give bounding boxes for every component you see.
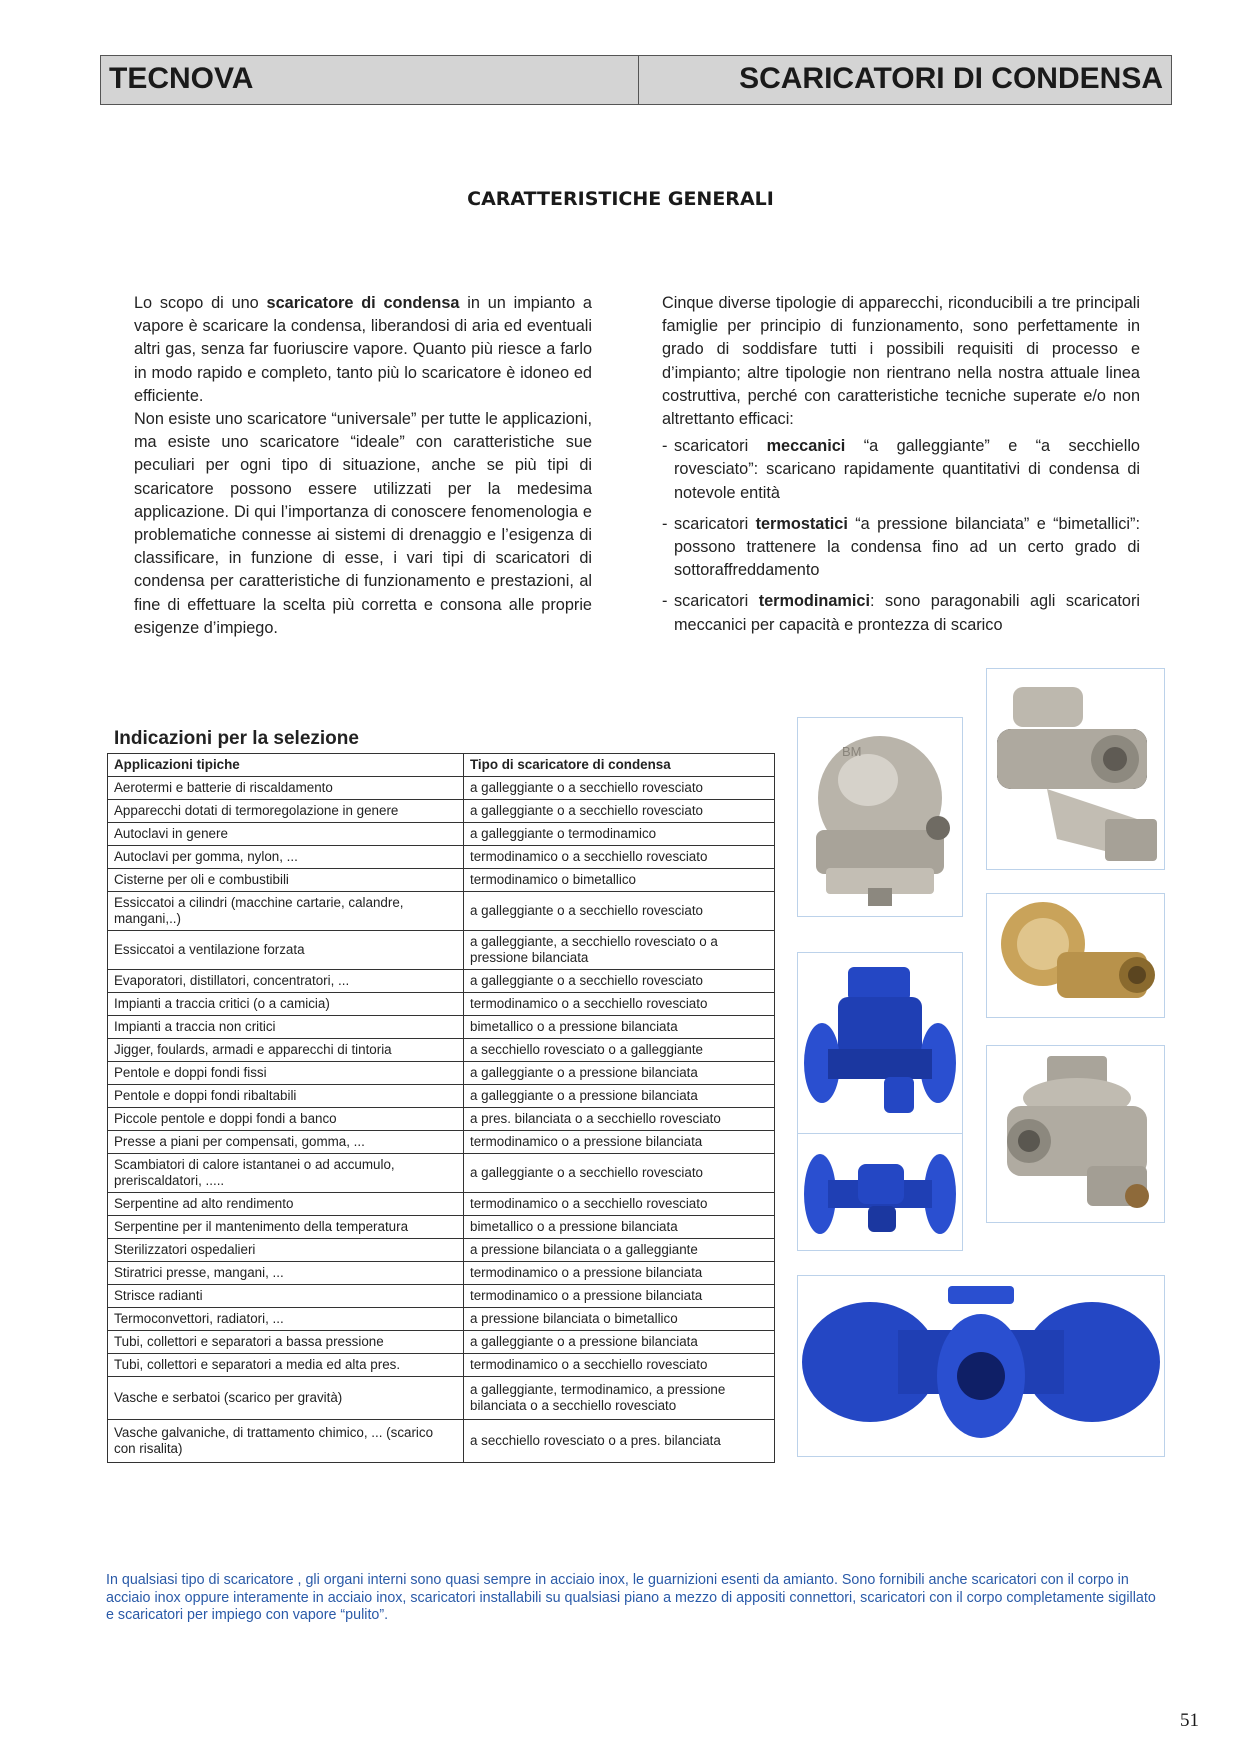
table-row [108,1331,775,1354]
application-cell: Vasche galvaniche, di trattamento chimico, ... (scarico con risalita) [108,1420,464,1463]
blue-compact-trap-photo [797,1133,963,1251]
table-row [108,1285,775,1308]
intro-paragraph-2: Non esiste uno scaricatore “universale” per tutte le applicazioni, ma esiste uno scaricatore “ideale” con caratteristiche sue peculiari per ogni tipo di situazione, anche se più tipi di scaricatore possono essere utilizzati per la medesima applicazione. Di qui l’importanza di conoscere fenomenologia e problematiche connesse ai sistemi di drenaggio e l’esigenza di classificare, in funzione di esse, i vari tipi di scaricatori di condensa per caratteristiche di funzionamento e prestazioni, al fine di effettuare la scelta più corretta e consona alle proprie esigenze d’impiego. [134,410,592,637]
table-row [108,1154,775,1193]
header-title: SCARICATORI DI CONDENSA [739,62,1163,95]
trap-type-cell: termodinamico o a secchiello rovesciato [464,846,775,869]
table-row [108,1216,775,1239]
application-cell: Sterilizzatori ospedalieri [108,1239,464,1262]
intro-bold-term: scaricatore di condensa [266,294,460,312]
trap-type-cell: bimetallico o a pressione bilanciata [464,1216,775,1239]
trap-type-cell: termodinamico o a secchiello rovesciato [464,993,775,1016]
table-row [108,777,775,800]
blue-flanged-trap-image [798,953,962,1136]
application-cell: Pentole e doppi fondi fissi [108,1062,464,1085]
intro-paragraph-1 [134,292,592,408]
application-cell: Autoclavi in genere [108,823,464,846]
list-text: scaricatori [674,592,759,611]
application-cell: Essiccatoi a cilindri (macchine cartarie, calandre, mangani,..) [108,892,464,931]
table-row [108,1420,775,1463]
page-number: 51 [1180,1710,1199,1731]
list-dash: - [662,437,668,456]
trap-type-cell: a galleggiante, a secchiello rovesciato o a pressione bilanciata [464,931,775,970]
list-item [662,435,1140,505]
large-blue-trap-image [798,1276,1164,1456]
list-item [662,513,1140,583]
application-cell: Strisce radianti [108,1285,464,1308]
types-paragraph: Cinque diverse tipologie di apparecchi, riconducibili a tre principali famiglie per principio di funzionamento, sono perfettamente in grado di soddisfare tutti i possibili requisiti di processo e d’impianto; altre tipologie non rientrano nella nostra attuale linea costruttiva, perché con caratteristiche tecniche superate e/o non altrettanto efficaci: [662,294,1140,429]
application-cell: Apparecchi dotati di termoregolazione in genere [108,800,464,823]
application-cell: Tubi, collettori e separatori a bassa pressione [108,1331,464,1354]
steel-trap-image [798,718,962,916]
trap-type-cell: termodinamico o a pressione bilanciata [464,1285,775,1308]
trap-type-cell: a galleggiante o a secchiello rovesciato [464,892,775,931]
list-dash: - [662,514,668,533]
nickel-trap-image [987,1046,1164,1222]
table-row [108,869,775,892]
table-row [108,1308,775,1331]
trap-type-cell: a galleggiante o a secchiello rovesciato [464,970,775,993]
trap-type-cell: a pressione bilanciata o bimetallico [464,1308,775,1331]
application-cell: Jigger, foulards, armadi e apparecchi di tintoria [108,1039,464,1062]
application-cell: Tubi, collettori e separatori a media ed alta pres. [108,1354,464,1377]
trap-type-cell: termodinamico o a pressione bilanciata [464,1262,775,1285]
table-row [108,1039,775,1062]
page-header [100,55,1172,105]
nickel-trap-photo [986,1045,1165,1223]
trap-type-cell: bimetallico o a pressione bilanciata [464,1016,775,1039]
trap-type-cell: a galleggiante, termodinamico, a pressione bilanciata o a secchiello rovesciato [464,1377,775,1420]
application-cell: Presse a piani per compensati, gomma, ... [108,1131,464,1154]
list-text: scaricatori [674,514,756,533]
table-row [108,1377,775,1420]
table-row [108,970,775,993]
types-list [662,435,1140,637]
list-text: scaricatori [674,437,767,456]
application-cell: Impianti a traccia non critici [108,1016,464,1039]
trap-type-cell: a galleggiante o a secchiello rovesciato [464,800,775,823]
column-header-applications: Applicazioni tipiche [108,754,464,777]
table-row [108,1108,775,1131]
table-row [108,993,775,1016]
application-cell: Piccole pentole e doppi fondi a banco [108,1108,464,1131]
trap-type-cell: a secchiello rovesciato o a pres. bilanciata [464,1420,775,1463]
table-row [108,1354,775,1377]
application-cell: Pentole e doppi fondi ribaltabili [108,1085,464,1108]
list-text: : sono paragonabili agli scaricatori meccanici per capacità e prontezza di scarico [674,592,1141,634]
list-bold-term: termodinamici [758,592,870,611]
brass-trap-photo [986,893,1165,1018]
footer-note: In qualsiasi tipo di scaricatore , gli organi interni sono quasi sempre in acciaio inox, le guarnizioni esenti da amianto. Sono fornibili anche scaricatori con il corpo in acciaio inox oppure interamente in acciaio inox, scaricatori installabili su qualsiasi piano a mezzo di appositi connettori, scaricatori con il corpo completamente sigillato e scaricatori per impiego con vapore “pulito”. [106,1572,1156,1623]
selection-table [107,753,775,1463]
blue-flanged-trap-photo [797,952,963,1137]
table-body [108,777,775,1463]
application-cell: Essiccatoi a ventilazione forzata [108,931,464,970]
svg-text:BM: BM [842,744,862,759]
list-text: “a galleggiante” e “a secchiello rovesciato”: scaricano rapidamente quantitativi di condensa di notevole entità [674,437,1140,502]
trap-type-cell: a galleggiante o a pressione bilanciata [464,1331,775,1354]
application-cell: Cisterne per oli e combustibili [108,869,464,892]
section-title: CARATTERISTICHE GENERALI [467,188,774,210]
application-cell: Serpentine ad alto rendimento [108,1193,464,1216]
thermodynamic-trap-photo [986,668,1165,870]
large-blue-trap-photo [797,1275,1165,1457]
trap-type-cell: termodinamico o a secchiello rovesciato [464,1354,775,1377]
table-row [108,1016,775,1039]
table-row [108,1239,775,1262]
trap-type-cell: termodinamico o bimetallico [464,869,775,892]
column-header-trap-type: Tipo di scaricatore di condensa [464,754,775,777]
table-row [108,892,775,931]
trap-type-cell: a galleggiante o termodinamico [464,823,775,846]
trap-type-cell: termodinamico o a secchiello rovesciato [464,1193,775,1216]
application-cell: Impianti a traccia critici (o a camicia) [108,993,464,1016]
application-cell: Scambiatori di calore istantanei o ad accumulo, preriscaldatori, ..... [108,1154,464,1193]
table-header-row [108,754,775,777]
trap-type-cell: a galleggiante o a pressione bilanciata [464,1062,775,1085]
table-row [108,846,775,869]
brass-trap-image [987,894,1164,1017]
table-row [108,1262,775,1285]
list-bold-term: termostatici [755,514,848,533]
table-row [108,800,775,823]
intro-left-column [134,292,592,640]
table-row [108,1062,775,1085]
application-cell: Termoconvettori, radiatori, ... [108,1308,464,1331]
trap-type-cell: a galleggiante o a pressione bilanciata [464,1085,775,1108]
steel-y-trap-image [987,669,1164,869]
application-cell: Stiratrici presse, mangani, ... [108,1262,464,1285]
trap-type-cell: a galleggiante o a secchiello rovesciato [464,777,775,800]
table-row [108,931,775,970]
float-trap-photo [797,717,963,917]
intro-text: Lo scopo di uno [134,294,267,312]
application-cell: Autoclavi per gomma, nylon, ... [108,846,464,869]
application-cell: Aerotermi e batterie di riscaldamento [108,777,464,800]
trap-type-cell: termodinamico o a pressione bilanciata [464,1131,775,1154]
table-row [108,1085,775,1108]
application-cell: Evaporatori, distillatori, concentratori, ... [108,970,464,993]
intro-text: in un impianto a vapore è scaricare la condensa, liberandosi di aria ed eventuali altri gas, senza far fuoriuscire vapore. Quanto più riesce a farlo in modo rapido e completo, tanto più lo scaricatore è idoneo ed efficiente. [134,294,592,405]
list-bold-term: meccanici [766,437,846,456]
table-row [108,1131,775,1154]
table-row [108,823,775,846]
trap-type-cell: a secchiello rovesciato o a galleggiante [464,1039,775,1062]
trap-type-cell: a galleggiante o a secchiello rovesciato [464,1154,775,1193]
list-text: “a pressione bilanciata” e “bimetallici”: possono trattenere la condensa fino ad un certo grado di sottoraffreddamento [674,514,1140,580]
list-dash: - [662,592,668,611]
blue-compact-trap-image [798,1134,962,1250]
trap-type-cell: a pres. bilanciata o a secchiello rovesciato [464,1108,775,1131]
trap-type-cell: a pressione bilanciata o a galleggiante [464,1239,775,1262]
application-cell: Serpentine per il mantenimento della temperatura [108,1216,464,1239]
application-cell: Vasche e serbatoi (scarico per gravità) [108,1377,464,1420]
brand-name: TECNOVA [101,56,639,104]
selection-title: Indicazioni per la selezione [114,728,359,749]
intro-right-column [662,292,1140,645]
table-row [108,1193,775,1216]
list-item [662,590,1140,636]
